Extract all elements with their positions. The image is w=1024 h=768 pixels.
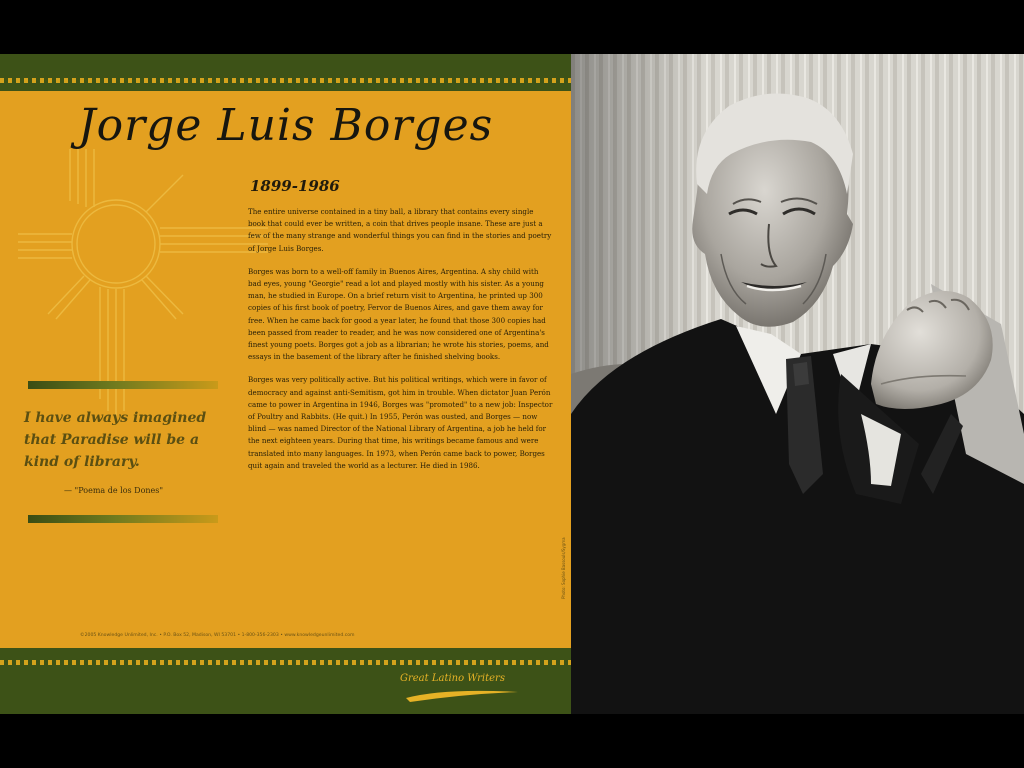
pull-quote: I have always imagined that Paradise will be a kind of library. <box>24 410 207 470</box>
swoosh-icon <box>404 686 520 704</box>
top-border-band <box>0 54 571 91</box>
poster <box>0 54 1024 714</box>
top-border-trim <box>0 78 571 83</box>
bottom-border-trim <box>0 660 571 665</box>
quote-top-rule <box>28 381 218 389</box>
page-title: Jorge Luis Borges <box>78 100 494 151</box>
text-panel <box>0 54 571 714</box>
portrait-photo <box>571 54 1024 714</box>
quote-source: — "Poema de los Dones" <box>64 486 164 495</box>
quote-bottom-rule <box>28 515 218 523</box>
biography-text <box>248 206 553 483</box>
series-label: Great Latino Writers <box>400 673 505 684</box>
bio-paragraph: The entire universe contained in a tiny ball, a library that contains every single book that could ever be written, a coin that drives people insane. These are just a few of the many strange and wonderful things you can find in the stories and poetry of Jorge Luis Borges. <box>248 207 552 253</box>
publisher-footer: ©2005 Knowledge Unlimited, Inc. • P.O. Box 52, Madison, WI 53701 • 1-800-356-2303 • www.knowledgeunlimited.com <box>80 633 355 638</box>
bio-paragraph: Borges was born to a well-off family in Buenos Aires, Argentina. A shy child with bad eyes, young "Georgie" read a lot and played mostly with his sister. As a young man, he studied in Europe. On a brief return visit to Argentina, he printed up 300 copies of his first book of poetry, Fervor de Buenos Aires, and gave them away for free. When he came back for good a year later, he found that those 300 copies had been passed from reader to reader, and he was now considered one of Argentina's finest young poets. Borges got a job as a librarian; he wrote his stories, poems, and essays in the basement of the library after he finished shelving books. <box>248 266 549 362</box>
photo-credit: Photo: Sophie Bassouls/Sygma <box>561 537 566 599</box>
life-dates: 1899-1986 <box>250 177 340 195</box>
bio-paragraph: Borges was very politically active. But his political writings, which were in favor of democracy and against anti-Semitism, got him in trouble. When dictator Juan Perón came to power in Argentina in 1946, Borges was "promoted" to a new job: Inspector of Poultry and Rabbits. (He quit.) In 1955, Perón was ousted, and Borges — now blind — was named Director of the National Library of Argentina, a job he held for the next eighteen years. During that time, his writings became famous and were translated into many languages. In 1973, when Perón came back to power, Borges quit again and traveled the world as a lecturer. He died in 1986. <box>248 375 553 470</box>
